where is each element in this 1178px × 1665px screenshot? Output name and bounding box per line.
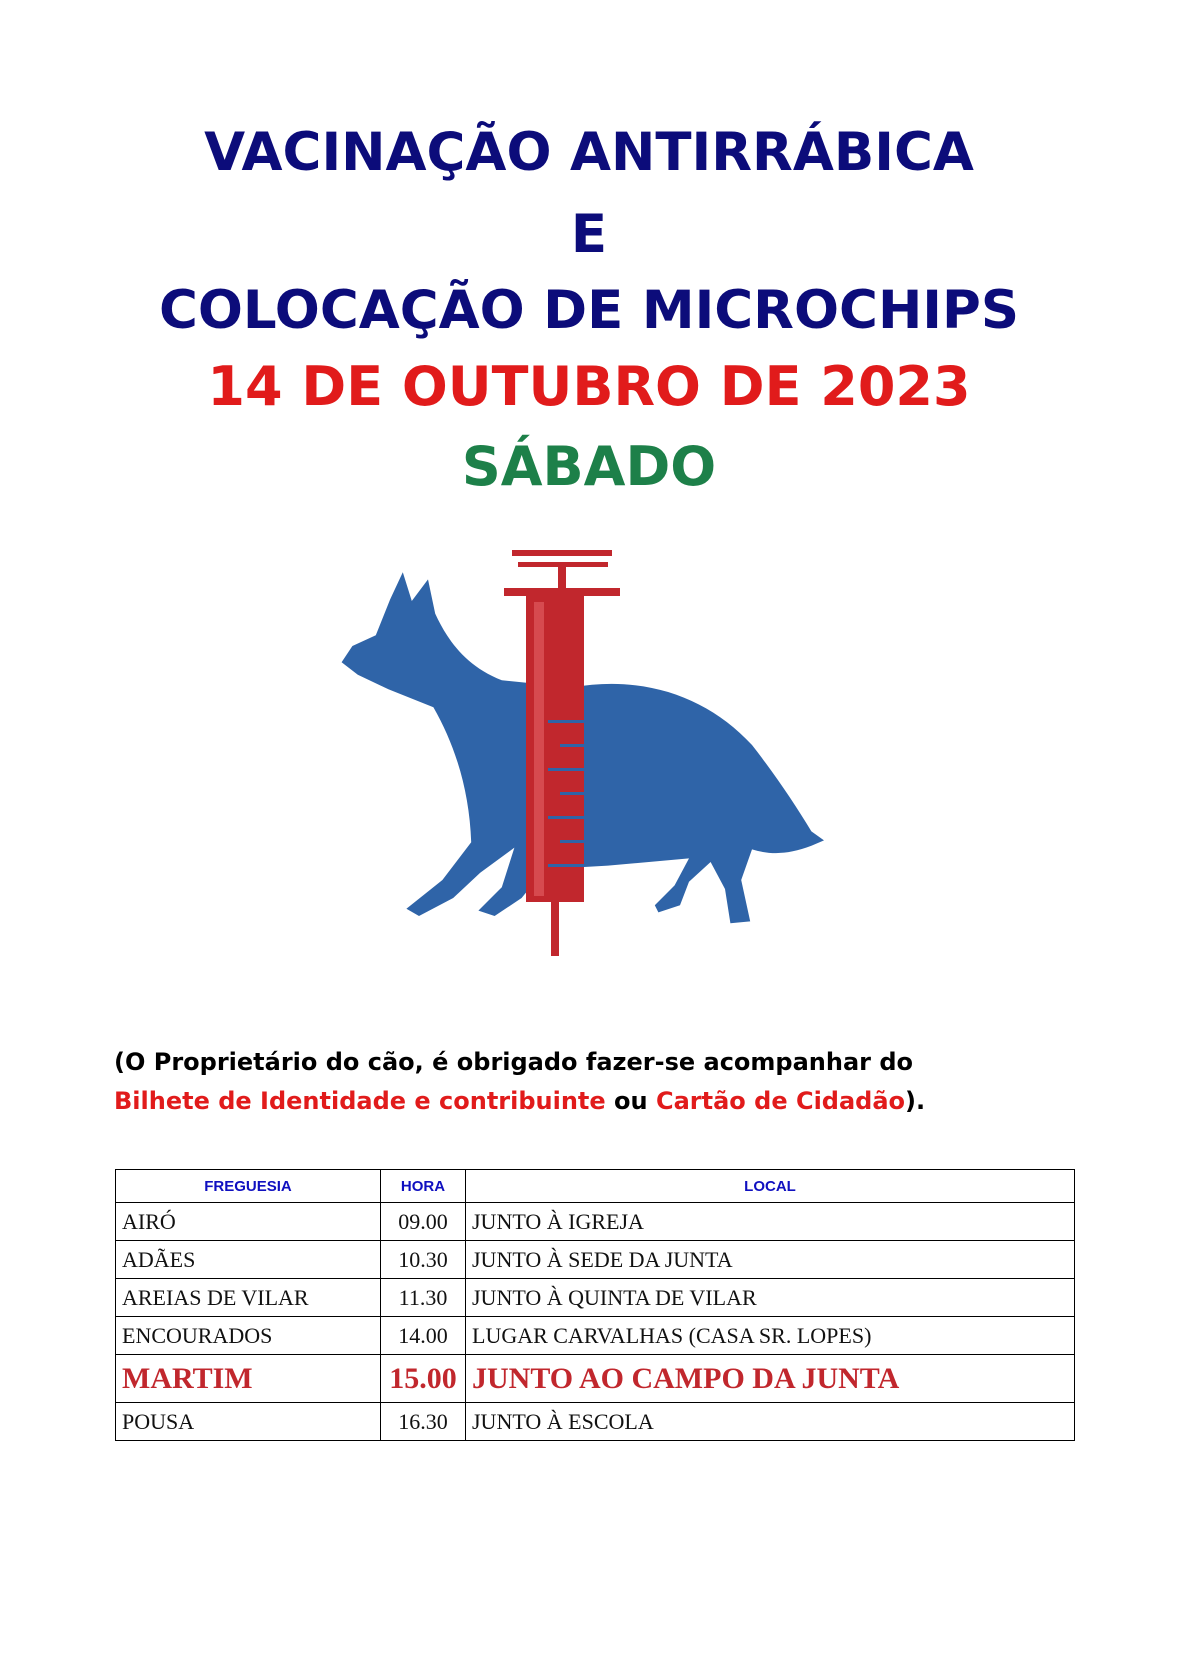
- cell-local: JUNTO À IGREJA: [466, 1203, 1075, 1241]
- cell-freguesia: ENCOURADOS: [116, 1317, 381, 1355]
- dog-syringe-icon: [320, 508, 860, 1028]
- notice-intro: (O Proprietário do cão, é obrigado fazer-se acompanhar do: [114, 1048, 914, 1076]
- title-line-3: COLOCAÇÃO DE MICROCHIPS: [158, 280, 1020, 341]
- table-row: [116, 1403, 1075, 1441]
- cell-hora: 10.30: [381, 1241, 466, 1279]
- event-date: 14 DE OUTUBRO DE 2023: [207, 355, 971, 418]
- title-line-2: E: [570, 204, 608, 265]
- notice-connector: ou: [605, 1087, 656, 1115]
- cell-hora: 09.00: [381, 1203, 466, 1241]
- table-row: [116, 1241, 1075, 1279]
- header-hora: HORA: [381, 1170, 466, 1203]
- table-row: [116, 1317, 1075, 1355]
- cell-freguesia: POUSA: [116, 1403, 381, 1441]
- notice-document-cc: Cartão de Cidadão: [655, 1087, 906, 1115]
- cell-local: JUNTO À QUINTA DE VILAR: [466, 1279, 1075, 1317]
- notice-document-bi: Bilhete de Identidade e contribuinte: [114, 1087, 606, 1115]
- cell-hora: 14.00: [381, 1317, 466, 1355]
- title-line-1: VACINAÇÃO ANTIRRÁBICA: [204, 122, 974, 183]
- cell-hora: 15.00: [381, 1355, 466, 1403]
- table-row: [116, 1279, 1075, 1317]
- cell-local: JUNTO AO CAMPO DA JUNTA: [466, 1355, 1075, 1403]
- cell-hora: 16.30: [381, 1403, 466, 1441]
- event-weekday: SÁBADO: [461, 435, 717, 498]
- cell-freguesia: AREIAS DE VILAR: [116, 1279, 381, 1317]
- owner-notice: [114, 1043, 1074, 1121]
- cell-freguesia: MARTIM: [116, 1355, 381, 1403]
- cell-local: JUNTO À SEDE DA JUNTA: [466, 1241, 1075, 1279]
- table-header-row: [116, 1170, 1075, 1203]
- header-local: LOCAL: [466, 1170, 1075, 1203]
- schedule-table: [115, 1169, 1075, 1441]
- cell-freguesia: AIRÓ: [116, 1203, 381, 1241]
- notice-end: ).: [905, 1087, 926, 1115]
- cell-local: LUGAR CARVALHAS (CASA SR. LOPES): [466, 1317, 1075, 1355]
- cell-freguesia: ADÃES: [116, 1241, 381, 1279]
- table-row-highlighted: [116, 1355, 1075, 1403]
- cell-hora: 11.30: [381, 1279, 466, 1317]
- cell-local: JUNTO À ESCOLA: [466, 1403, 1075, 1441]
- table-row: [116, 1203, 1075, 1241]
- header-freguesia: FREGUESIA: [116, 1170, 381, 1203]
